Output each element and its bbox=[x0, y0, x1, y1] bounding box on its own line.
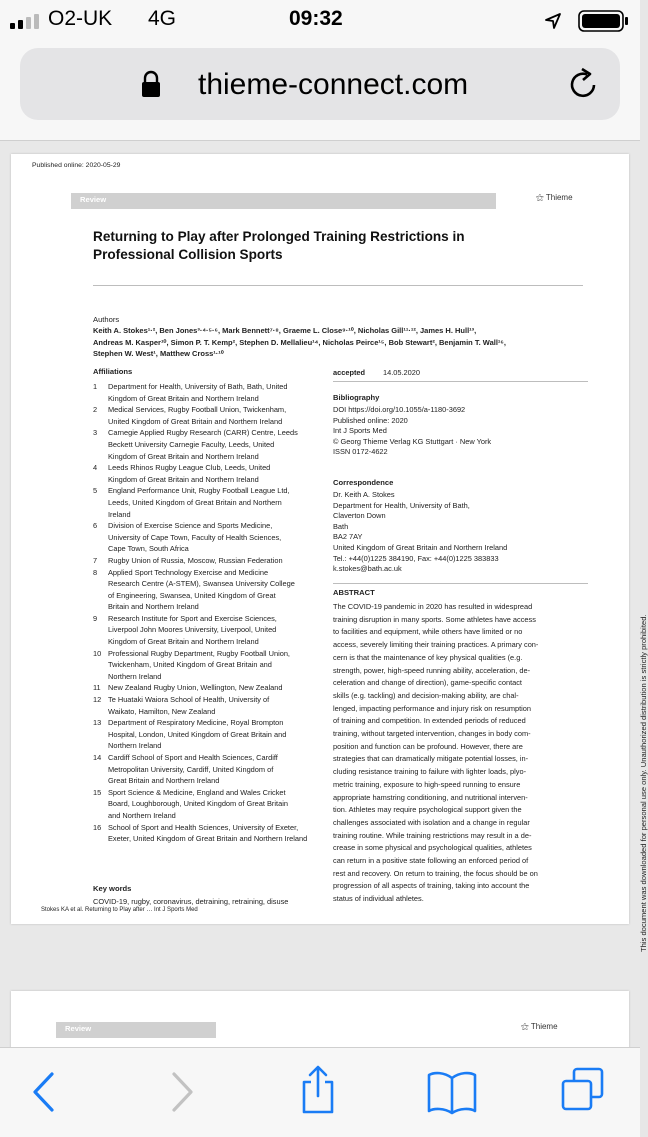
affiliation-line: Division of Exercise Science and Sports Medicine, bbox=[108, 521, 273, 531]
tabs-icon[interactable] bbox=[560, 1066, 606, 1114]
review-banner bbox=[71, 193, 496, 209]
affiliation-line: Leeds Rhinos Rugby League Club, Leeds, United bbox=[108, 463, 271, 473]
signal-icon bbox=[10, 12, 48, 30]
affiliation-number: 12 bbox=[93, 695, 102, 705]
affiliation-line: Carnegie Applied Rugby Research (CARR) Centre, Leeds bbox=[108, 428, 298, 438]
affiliation-item bbox=[93, 752, 307, 787]
affiliation-number: 4 bbox=[93, 463, 98, 473]
affiliation-line: Cape Town, South Africa bbox=[108, 544, 189, 554]
page-footer: Stokes KA et al. Returning to Play after … Int J Sports Med bbox=[41, 907, 198, 913]
correspondence-line: Dr. Keith A. Stokes bbox=[333, 490, 395, 499]
authors-line: Keith A. Stokes¹·², Ben Jones³·⁴·⁵·⁶, Mark Bennett⁷·⁸, Graeme L. Close⁹·¹⁰, Nicholas Gill¹¹·¹², James H. Hull¹³, bbox=[93, 326, 477, 335]
affiliation-line: Waikato, Hamilton, New Zealand bbox=[108, 706, 216, 716]
affiliation-line: Department for Health, University of Bath, Bath, United bbox=[108, 382, 288, 391]
abstract-line: strategies that can dramatically mitigate potential losses, in- bbox=[333, 754, 529, 764]
browser-url-bar bbox=[0, 42, 640, 141]
affiliation-line: United Kingdom of Great Britain and Northern Ireland bbox=[108, 416, 283, 426]
affiliation-number: 15 bbox=[93, 787, 102, 797]
abstract-line: cern is that the maintenance of key physical qualities (e.g. bbox=[333, 652, 523, 662]
affiliation-line: Research Centre (A-STEM), Swansea University College bbox=[108, 579, 295, 589]
affiliation-line: Sport Science & Medicine, England and Wales Cricket bbox=[108, 787, 286, 797]
abstract-line: training, without targeted intervention, changes in body com- bbox=[333, 729, 531, 739]
affiliation-line: Kingdom of Great Britain and Northern Ireland bbox=[108, 474, 259, 484]
affiliation-number: 16 bbox=[93, 822, 102, 832]
thieme-logo bbox=[521, 1022, 558, 1032]
affiliation-number: 11 bbox=[93, 683, 101, 693]
affiliation-line: School of Sport and Health Sciences, University of Exeter, bbox=[108, 822, 299, 832]
publisher-name: Thieme bbox=[545, 193, 573, 202]
affiliation-line: Medical Services, Rugby Football Union, Twickenham, bbox=[108, 405, 287, 415]
affiliation-line: Kingdom of Great Britain and Northern Ireland bbox=[108, 451, 259, 461]
review-label: Review bbox=[80, 195, 107, 204]
affiliation-item bbox=[93, 381, 307, 404]
affiliation-item bbox=[93, 555, 307, 567]
affiliation-item bbox=[93, 648, 307, 683]
status-bar bbox=[0, 0, 640, 42]
affiliation-item bbox=[93, 682, 307, 694]
abstract-line: crease in some physical and psychological qualities, athletes bbox=[333, 843, 532, 853]
affiliation-line: Beckett University Carnegie Faculty, Leeds, United bbox=[108, 439, 275, 449]
affiliation-item bbox=[93, 822, 307, 845]
correspondence-line: Tel.: +44(0)1225 384190, Fax: +44(0)1225 383833 bbox=[333, 553, 499, 563]
affiliation-number: 9 bbox=[93, 613, 98, 623]
affiliation-line: Kingdom of Great Britain and Northern Ireland bbox=[108, 393, 259, 403]
affiliation-item bbox=[93, 717, 307, 752]
affiliation-item bbox=[93, 427, 307, 462]
abstract-line: metric training, exposure to high-speed running to ensure bbox=[333, 779, 521, 789]
abstract-line: appropriate hamstring conditioning, and nutritional interven- bbox=[333, 792, 528, 802]
published-online: Published online: 2020-05-29 bbox=[32, 162, 121, 169]
affiliation-line: Board, Loughborough, United Kingdom of Great Britain bbox=[108, 799, 288, 809]
abstract-line: tion. Athletes may require psychological support given the bbox=[333, 805, 522, 815]
bibliography-line: © Georg Thieme Verlag KG Stuttgart · New York bbox=[333, 436, 492, 446]
affiliation-item bbox=[93, 462, 307, 485]
affiliation-item bbox=[93, 787, 307, 822]
divider bbox=[93, 285, 583, 286]
affiliation-line: Britain and Northern Ireland bbox=[108, 602, 199, 612]
affiliation-number: 14 bbox=[93, 753, 102, 762]
affiliation-line: Ireland bbox=[108, 509, 131, 519]
bibliography-heading: Bibliography bbox=[333, 393, 380, 402]
affiliation-line: and Northern Ireland bbox=[108, 810, 176, 820]
accepted-date: 14.05.2020 bbox=[383, 368, 420, 377]
thieme-icon: ⚝ bbox=[521, 1022, 529, 1031]
correspondence-line: Department for Health, University of Bath, bbox=[333, 500, 470, 510]
abstract-line: celeration and change of direction), game-specific contact bbox=[333, 678, 522, 688]
affiliation-number: 2 bbox=[93, 405, 98, 415]
affiliation-number: 6 bbox=[93, 521, 98, 531]
divider bbox=[333, 583, 588, 584]
review-banner bbox=[56, 1022, 216, 1038]
pdf-page-1 bbox=[11, 154, 648, 952]
bibliography-list bbox=[333, 405, 491, 458]
affiliation-line: Twickenham, United Kingdom of Great Britain and bbox=[108, 660, 272, 670]
abstract-line: rest and recovery. On return to training, the focus should be on bbox=[333, 868, 538, 878]
lock-icon bbox=[140, 69, 162, 99]
abstract-line: progression of all aspects of training, taking into account the bbox=[333, 881, 530, 891]
share-icon[interactable] bbox=[300, 1064, 336, 1116]
affiliation-line: Hospital, London, United Kingdom of Great Britain and bbox=[108, 729, 287, 739]
affiliation-line: Liverpool John Moores University, Liverpool, United bbox=[108, 625, 277, 635]
battery-icon bbox=[578, 10, 630, 32]
correspondence-line: Claverton Down bbox=[333, 511, 386, 521]
article-title-line: Returning to Play after Prolonged Training Restrictions in bbox=[93, 229, 465, 244]
affiliation-line: Great Britain and Northern Ireland bbox=[108, 776, 220, 786]
affiliation-line: Research Institute for Sport and Exercise Sciences, bbox=[108, 613, 277, 623]
affiliation-line: Kingdom of Great Britain and Northern Ireland bbox=[108, 637, 259, 647]
correspondence-line: United Kingdom of Great Britain and Northern Ireland bbox=[333, 542, 508, 552]
affiliation-line: Leeds, United Kingdom of Great Britain and Northern bbox=[108, 497, 282, 507]
affiliation-line: New Zealand Rugby Union, Wellington, New Zealand bbox=[108, 683, 283, 693]
side-note bbox=[629, 532, 648, 952]
bibliography-line: DOI https://doi.org/10.1055/a-1180-3692 bbox=[333, 405, 466, 414]
side-note-text: This document was downloaded for personal use only. Unauthorized distribution is strictly prohibited. bbox=[639, 614, 648, 952]
abstract-line: strength, power, high-speed running ability, acceleration, de- bbox=[333, 665, 531, 675]
affiliation-item bbox=[93, 694, 307, 717]
url-text: thieme-connect.com bbox=[198, 68, 469, 101]
keywords-heading: Key words bbox=[93, 884, 132, 893]
affiliation-item bbox=[93, 520, 307, 555]
authors-line: Andreas M. Kasper¹⁰, Simon P. T. Kemp², Stephen D. Mellalieu¹⁴, Nicholas Peirce¹⁵, Bob Stewart², Benjamin T. Wall¹⁶, bbox=[93, 337, 506, 347]
affiliation-line: Exeter, United Kingdom of Great Britain and Northern Ireland bbox=[108, 834, 308, 844]
affiliation-line: of Engineering, Swansea, United Kingdom of Great bbox=[108, 590, 276, 600]
affiliation-item bbox=[93, 613, 307, 648]
abstract-line: of training and competition. In extended periods of reduced bbox=[333, 716, 526, 726]
abstract-line: position and function can be profound. However, there are bbox=[333, 741, 523, 751]
affiliation-number: 8 bbox=[93, 567, 98, 577]
correspondence-heading: Correspondence bbox=[333, 478, 394, 487]
affiliation-line: Northern Ireland bbox=[108, 741, 162, 751]
affiliation-number: 1 bbox=[93, 382, 98, 391]
affiliation-line: Department of Respiratory Medicine, Royal Brompton bbox=[108, 718, 284, 728]
bibliography-line: ISSN 0172-4622 bbox=[333, 447, 388, 457]
authors-line: Stephen W. West¹, Matthew Cross¹·¹⁰ bbox=[93, 349, 224, 358]
forward-icon[interactable] bbox=[170, 1070, 196, 1114]
correspondence-line: BA2 7AY bbox=[333, 532, 363, 542]
reload-icon[interactable] bbox=[568, 68, 600, 102]
affiliation-item bbox=[93, 485, 307, 520]
location-arrow-icon bbox=[544, 12, 562, 30]
abstract-text bbox=[333, 601, 538, 906]
correspondence-line: k.stokes@bath.ac.uk bbox=[333, 564, 402, 574]
bibliography-line: Published online: 2020 bbox=[333, 415, 408, 425]
affiliation-number: 13 bbox=[93, 718, 102, 728]
abstract-line: skills (e.g. tackling) and decision-making ability, are chal- bbox=[333, 690, 519, 700]
accepted-label: accepted bbox=[333, 368, 366, 377]
abstract-line: The COVID-19 pandemic in 2020 has resulted in widespread bbox=[333, 602, 533, 611]
carrier-name: O2-UK bbox=[48, 7, 113, 30]
correspondence-list bbox=[333, 490, 507, 575]
abstract-heading: ABSTRACT bbox=[333, 588, 375, 597]
abstract-line: status of individual athletes. bbox=[333, 894, 424, 904]
abstract-line: access, severely limiting their training practices. A primary con- bbox=[333, 640, 539, 650]
abstract-line: lenged, impacting performance and injury risk on resumption bbox=[333, 703, 532, 713]
publisher-name: Thieme bbox=[530, 1022, 558, 1031]
keywords-text: COVID-19, rugby, coronavirus, detraining, retraining, disuse bbox=[93, 897, 289, 906]
authors-heading: Authors bbox=[93, 315, 120, 324]
affiliation-line: Cardiff School of Sport and Health Sciences, Cardiff bbox=[108, 753, 278, 762]
abstract-line: training disruption in many sports. Some athletes have access bbox=[333, 614, 536, 624]
affiliation-line: Rugby Union of Russia, Moscow, Russian Federation bbox=[108, 555, 283, 565]
address-field[interactable] bbox=[20, 48, 620, 120]
network-type: 4G bbox=[148, 7, 177, 30]
affiliation-number: 10 bbox=[93, 648, 102, 658]
review-label: Review bbox=[65, 1024, 92, 1033]
abstract-line: to facilities and equipment, while others have limited or no bbox=[333, 627, 523, 637]
affiliations-list bbox=[93, 381, 307, 845]
abstract-line: can return in a positive state following an enforced period of bbox=[333, 856, 529, 866]
affiliation-item bbox=[93, 567, 307, 613]
abstract-line: challenges associated with isolation and a change in regular bbox=[333, 817, 530, 827]
abstract-line: training routine. While training restrictions may result in a de- bbox=[333, 830, 532, 840]
affiliation-line: University of Cape Town, Faculty of Health Sciences, bbox=[108, 532, 282, 542]
thieme-icon: ⚝ bbox=[536, 193, 544, 202]
abstract-line: cluding resistance training to failure with lighter loads, plyo- bbox=[333, 767, 527, 777]
web-content[interactable] bbox=[0, 141, 648, 1047]
article-title-line: Professional Collision Sports bbox=[93, 247, 283, 262]
authors-list bbox=[93, 325, 506, 360]
bibliography-line: Int J Sports Med bbox=[333, 426, 387, 436]
bookmarks-icon[interactable] bbox=[426, 1070, 478, 1114]
back-icon[interactable] bbox=[30, 1070, 56, 1114]
affiliation-line: Professional Rugby Department, Rugby Football Union, bbox=[108, 648, 290, 658]
thieme-logo bbox=[536, 193, 573, 203]
affiliation-line: England Performance Unit, Rugby Football League Ltd, bbox=[108, 486, 290, 496]
affiliation-line: Applied Sport Technology Exercise and Medicine bbox=[108, 567, 269, 577]
affiliation-number: 7 bbox=[93, 555, 98, 565]
clock: 09:32 bbox=[289, 7, 343, 30]
affiliation-item bbox=[93, 404, 307, 427]
article-title bbox=[93, 228, 465, 264]
correspondence-line: Bath bbox=[333, 521, 349, 531]
browser-toolbar bbox=[0, 1047, 640, 1137]
affiliation-number: 5 bbox=[93, 486, 98, 496]
affiliations-heading: Affiliations bbox=[93, 367, 133, 376]
affiliation-line: Metropolitan University, Cardiff, United Kingdom of bbox=[108, 764, 274, 774]
affiliation-number: 3 bbox=[93, 428, 98, 438]
affiliation-line: Te Huataki Waiora School of Health, University of bbox=[108, 695, 270, 705]
divider bbox=[333, 381, 588, 382]
affiliation-line: Northern Ireland bbox=[108, 671, 162, 681]
